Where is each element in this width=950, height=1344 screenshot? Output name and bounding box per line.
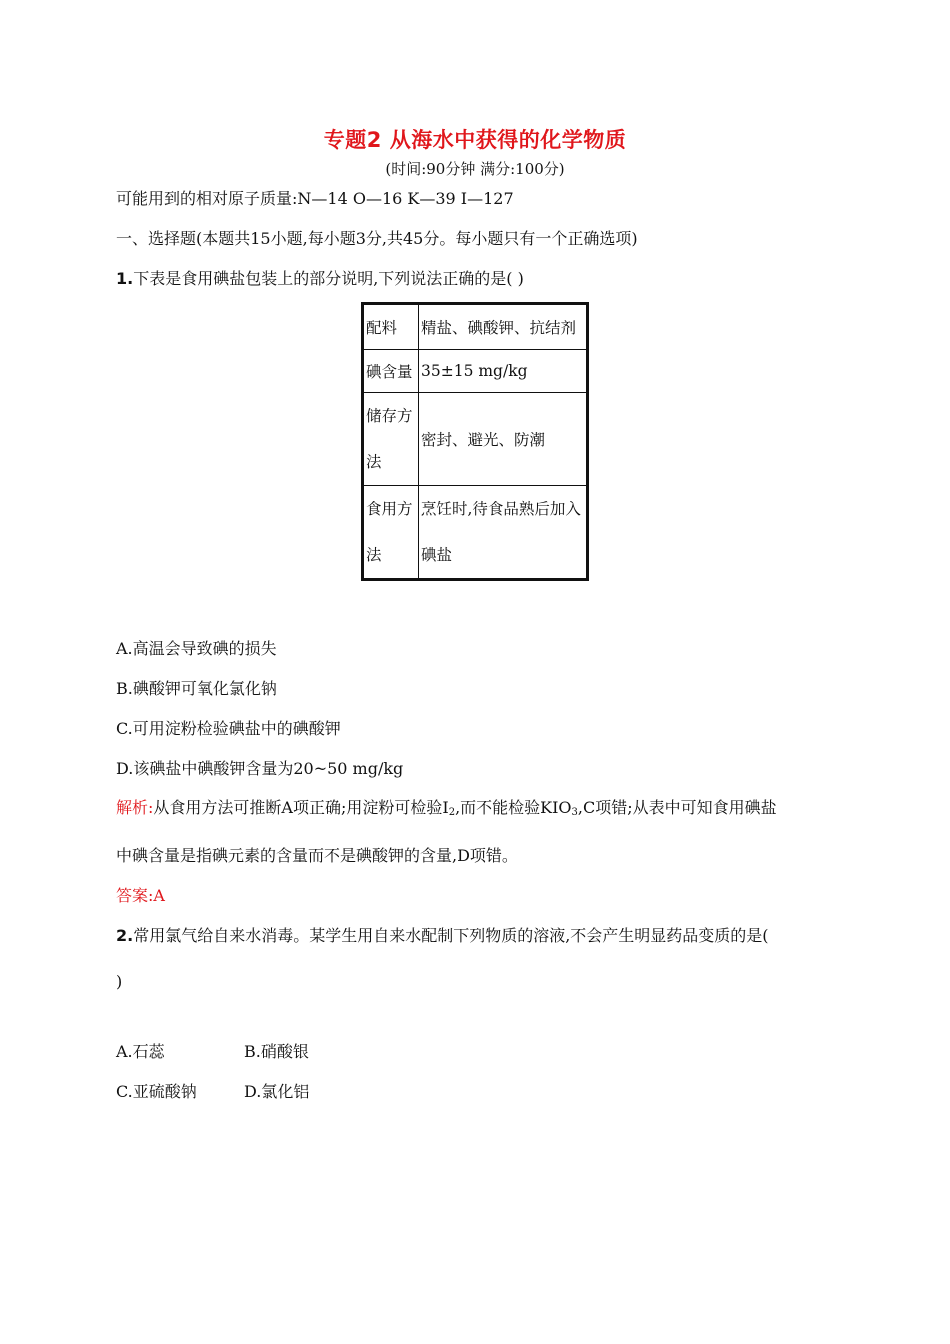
- analysis-text: ,C项错;从表中可知食用碘盐: [577, 798, 777, 817]
- question-text: 下表是食用碘盐包装上的部分说明,下列说法正确的是( ): [133, 269, 524, 288]
- question-text: 常用氯气给自来水消毒。某学生用自来水配制下列物质的溶液,不会产生明显药品变质的是(: [133, 926, 769, 945]
- exam-info: (时间:90分钟 满分:100分): [385, 160, 565, 178]
- table-cell: 35±15 mg/kg: [419, 350, 588, 393]
- table-row: [363, 486, 588, 580]
- table-row: [363, 393, 588, 486]
- question-number: 1.: [116, 269, 134, 288]
- answer: 答案:A: [116, 886, 165, 905]
- table-cell: 密封、避光、防潮: [419, 393, 588, 486]
- option-d: D.氯化铝: [244, 1082, 310, 1101]
- subscript: 3: [571, 807, 578, 818]
- analysis-text: ,而不能检验KIO: [455, 798, 572, 817]
- table-cell: 精盐、碘酸钾、抗结剂: [419, 304, 588, 350]
- option-c: C.可用淀粉检验碘盐中的碘酸钾: [116, 719, 341, 738]
- option-b: B.碘酸钾可氧化氯化钠: [116, 679, 277, 698]
- option-b: B.硝酸银: [244, 1042, 309, 1061]
- table-cell: 碘含量: [363, 350, 419, 393]
- iodized-salt-table: [361, 302, 589, 581]
- table-cell: 配料: [363, 304, 419, 350]
- option-d: D.该碘盐中碘酸钾含量为20~50 mg/kg: [116, 759, 404, 778]
- analysis-text: 从食用方法可推断A项正确;用淀粉可检验I: [153, 798, 449, 817]
- table-cell: 烹饪时,待食品熟后加入碘盐: [419, 486, 588, 580]
- analysis-line-2: 中碘含量是指碘元素的含量而不是碘酸钾的含量,D项错。: [116, 846, 518, 865]
- analysis: [116, 798, 777, 819]
- question-1-stem: [116, 269, 524, 288]
- table-row: [363, 350, 588, 393]
- option-a: A.石蕊: [116, 1042, 165, 1061]
- analysis-label: 解析:: [116, 798, 154, 817]
- section-heading: 一、选择题(本题共15小题,每小题3分,共45分。每小题只有一个正确选项): [116, 229, 638, 248]
- question-number: 2.: [116, 926, 134, 945]
- atomic-mass-line: 可能用到的相对原子质量:N—14 O—16 K—39 I—127: [116, 189, 514, 208]
- option-a: A.高温会导致碘的损失: [116, 639, 277, 658]
- question-2-stem-close: ): [116, 972, 123, 991]
- option-c: C.亚硫酸钠: [116, 1082, 197, 1101]
- table-cell: 储存方法: [363, 393, 419, 486]
- question-2-stem: [116, 926, 769, 945]
- table-cell: 食用方法: [363, 486, 419, 580]
- subscript: 2: [448, 807, 456, 818]
- table-row: [363, 304, 588, 350]
- page-title: 专题2 从海水中获得的化学物质: [323, 128, 627, 152]
